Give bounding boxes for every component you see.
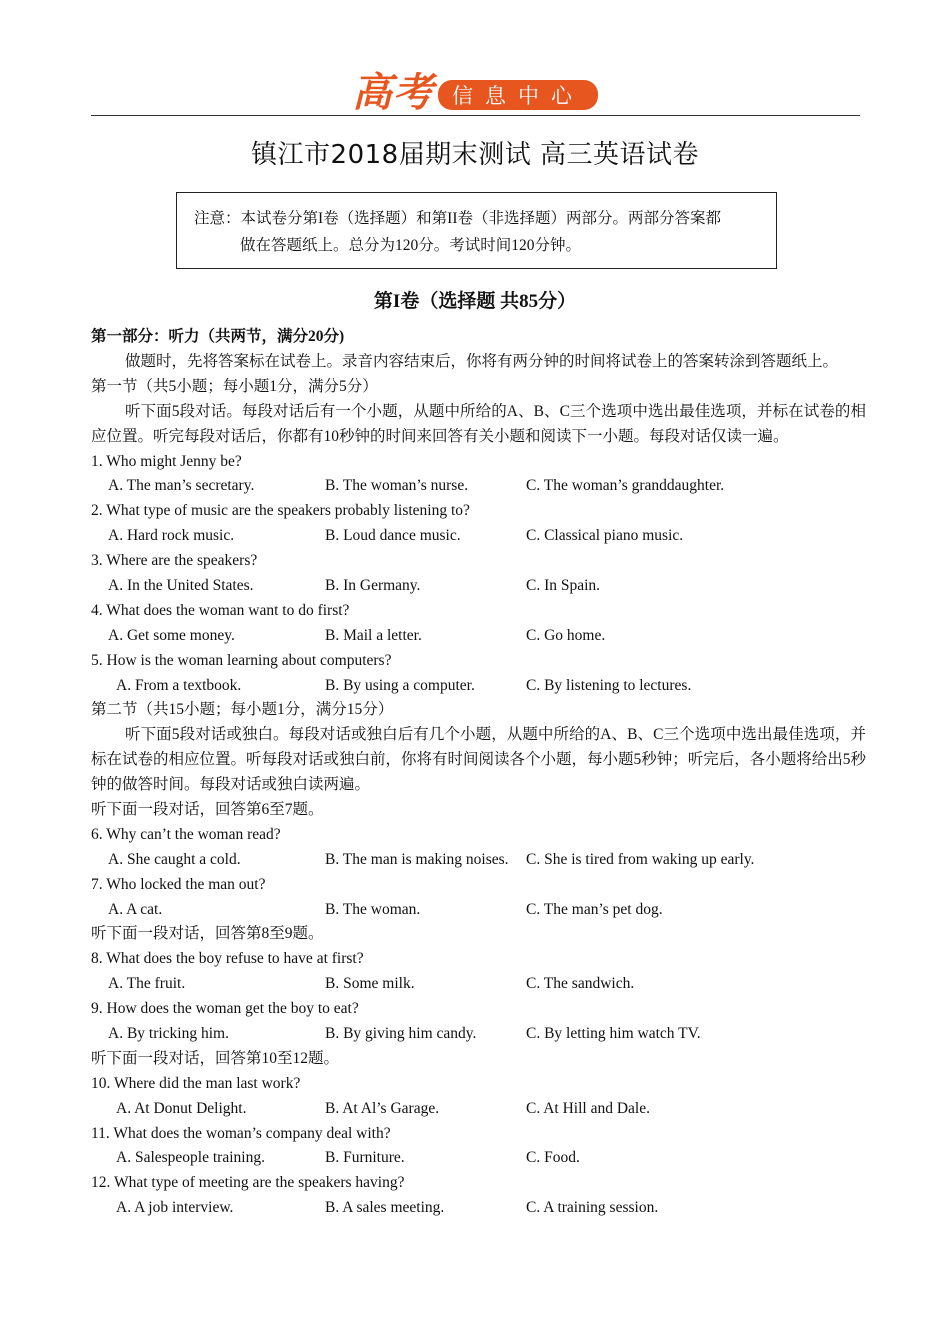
option-a: A. Get some money.	[108, 626, 235, 644]
question-stem: 11. What does the woman’s company deal with?	[91, 1124, 391, 1142]
question-stem: 6. Why can’t the woman read?	[91, 825, 281, 843]
notice-line-1: 注意：本试卷分第I卷（选择题）和第II卷（非选择题）两部分。两部分答案都	[194, 210, 721, 227]
option-c: C. In Spain.	[526, 576, 601, 594]
answer-options	[91, 848, 866, 873]
option-a: A. A cat.	[108, 900, 163, 918]
question-stem: 2. What type of music are the speakers probably listening to?	[91, 502, 470, 520]
notice-box	[176, 192, 777, 269]
answer-options	[91, 898, 866, 923]
answer-options	[91, 624, 866, 649]
option-c: C. She is tired from waking up early.	[526, 850, 755, 868]
option-b: B. The woman’s nurse.	[325, 477, 469, 495]
exam-content	[91, 325, 866, 1221]
answer-options	[91, 524, 866, 549]
option-b: B. By using a computer.	[325, 676, 475, 694]
option-c: C. Food.	[526, 1149, 580, 1167]
exam-title: 镇江市2018届期末测试 高三英语试卷	[251, 140, 699, 170]
option-a: A. In the United States.	[108, 576, 254, 594]
option-a: A. By tricking him.	[108, 1025, 229, 1043]
logo-sub-text: 信息中心	[438, 80, 598, 110]
question-stem: 7. Who locked the man out?	[91, 875, 266, 893]
option-a: A. Hard rock music.	[108, 527, 235, 545]
question-stem: 10. Where did the man last work?	[91, 1074, 301, 1092]
option-b: B. The man is making noises.	[325, 850, 509, 868]
option-b: B. Furniture.	[325, 1149, 405, 1167]
option-a: A. A job interview.	[116, 1199, 234, 1217]
option-c: C. A training session.	[526, 1199, 659, 1217]
logo	[0, 70, 950, 116]
section-title: 第I卷（选择题 共85分）	[373, 291, 577, 312]
option-c: C. By letting him watch TV.	[526, 1025, 701, 1043]
option-b: B. A sales meeting.	[325, 1199, 445, 1217]
group-instruction: 听下面一段对话，回答第8至9题。	[91, 925, 324, 943]
section1-heading: 第一节（共5小题；每小题1分，满分5分）	[91, 377, 378, 395]
option-a: A. Salespeople training.	[116, 1149, 265, 1167]
answer-options	[91, 1097, 866, 1122]
question-stem: 4. What does the woman want to do first?	[91, 601, 350, 619]
option-b: B. Mail a letter.	[325, 626, 422, 644]
answer-options	[91, 1196, 866, 1221]
answer-options	[91, 474, 866, 499]
group-instruction: 听下面一段对话，回答第6至7题。	[91, 801, 324, 819]
section2-instructions: 听下面5段对话或独白。每段对话或独白后有几个小题，从题中所给的A、B、C三个选项中选出最佳选项，并标在试卷的相应位置。听每段对话或独白前，你将有时间阅读各个小题，每小题5秒钟；听完后，各小题将给出5秒钟的做答时间。每段对话或独白读两遍。	[91, 726, 867, 794]
option-c: C. By listening to lectures.	[526, 676, 692, 694]
header-rule	[91, 115, 860, 116]
question-stem: 5. How is the woman learning about computers?	[91, 651, 392, 669]
question-stem: 1. Who might Jenny be?	[91, 452, 242, 470]
option-b: B. Loud dance music.	[325, 527, 461, 545]
question-stem: 8. What does the boy refuse to have at first?	[91, 950, 364, 968]
option-c: C. The woman’s granddaughter.	[526, 477, 725, 495]
option-c: C. At Hill and Dale.	[526, 1099, 650, 1117]
option-c: C. Go home.	[526, 626, 606, 644]
question-stem: 9. How does the woman get the boy to eat?	[91, 1000, 359, 1018]
section1-instructions: 听下面5段对话。每段对话后有一个小题，从题中所给的A、B、C三个选项中选出最佳选项，并标在试卷的相应位置。听完每段对话后，你都有10秒钟的时间来回答有关小题和阅读下一小题。每段对话仅读一遍。	[91, 402, 866, 445]
option-b: B. In Germany.	[325, 576, 421, 594]
answer-options	[91, 1146, 866, 1171]
answer-options	[91, 972, 866, 997]
option-c: C. The man’s pet dog.	[526, 900, 663, 918]
answer-options	[91, 1022, 866, 1047]
question-stem: 3. Where are the speakers?	[91, 552, 258, 570]
option-b: B. The woman.	[325, 900, 421, 918]
option-a: A. She caught a cold.	[108, 850, 241, 868]
answer-options	[91, 574, 866, 599]
option-c: C. The sandwich.	[526, 975, 635, 993]
question-stem: 12. What type of meeting are the speakers having?	[91, 1174, 405, 1192]
logo-main-text: 高考	[352, 69, 434, 116]
option-b: B. By giving him candy.	[325, 1025, 477, 1043]
option-c: C. Classical piano music.	[526, 527, 684, 545]
answer-options	[91, 674, 866, 699]
option-a: A. The fruit.	[108, 975, 186, 993]
option-b: B. Some milk.	[325, 975, 415, 993]
section2-heading: 第二节（共15小题；每小题1分，满分15分）	[91, 701, 394, 719]
option-a: A. At Donut Delight.	[116, 1099, 247, 1117]
option-a: A. The man’s secretary.	[108, 477, 255, 495]
part-intro: 做题时，先将答案标在试卷上。录音内容结束后，你将有两分钟的时间将试卷上的答案转涂到答题纸上。	[125, 352, 839, 370]
option-a: A. From a textbook.	[116, 676, 242, 694]
notice-line-2: 做在答题纸上。总分为120分。考试时间120分钟。	[240, 237, 582, 254]
option-b: B. At Al’s Garage.	[325, 1099, 440, 1117]
part-heading: 第一部分：听力（共两节，满分20分)	[91, 328, 345, 345]
group-instruction: 听下面一段对话，回答第10至12题。	[91, 1049, 340, 1067]
